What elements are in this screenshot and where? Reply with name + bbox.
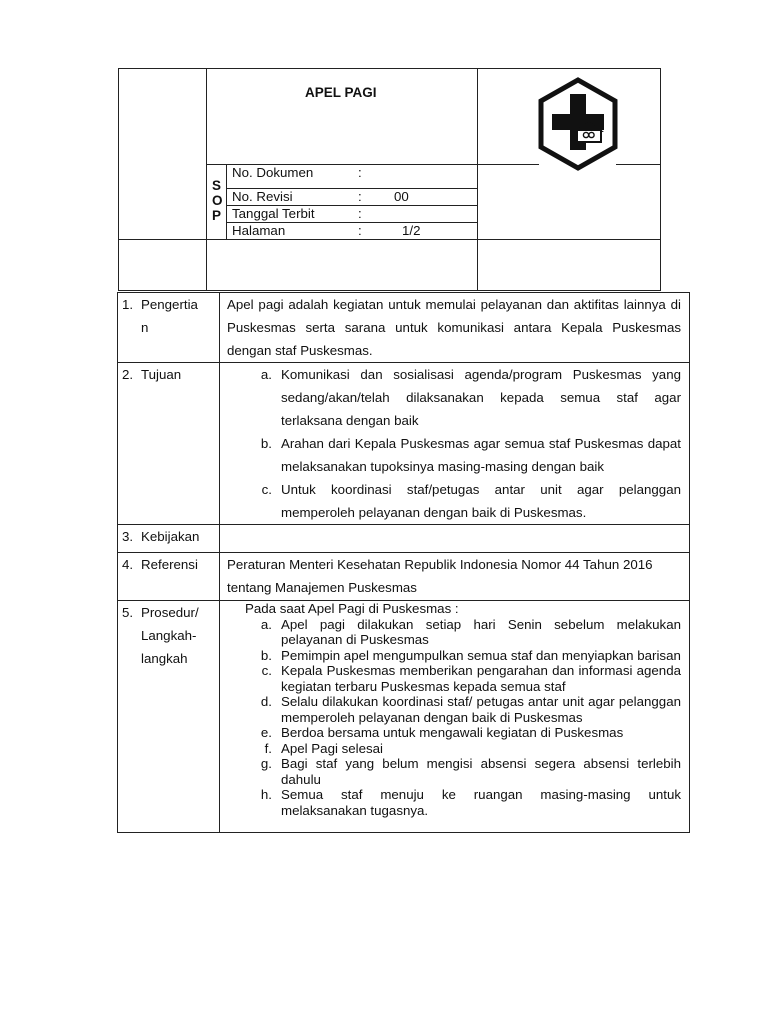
list-item <box>248 432 681 478</box>
list-marker: a. <box>260 367 272 382</box>
section-number: 2. <box>122 367 134 382</box>
list-marker: c. <box>261 482 272 497</box>
section-text <box>220 525 690 553</box>
section-label: Kebijakan <box>141 529 200 544</box>
list-text: Berdoa bersama untuk mengawali kegiatan di Puskesmas <box>281 725 624 740</box>
list-text: Apel Pagi selesai <box>281 740 384 756</box>
field-value: 1/2 <box>402 223 421 238</box>
list-text: Apel pagi dilakukan setiap hari Senin sebelum melakukan pelayanan di Puskesmas <box>281 616 681 647</box>
section-text: Peraturan Menteri Kesehatan Republik Indonesia Nomor 44 Tahun 2016 tentang Manajemen Puskesmas <box>220 553 690 601</box>
list-marker: e. <box>260 725 272 740</box>
section-label-cell <box>118 601 220 833</box>
list-text: Arahan dari Kepala Puskesmas agar semua staf Puskesmas dapat melaksanakan tupoksinya masing-masing dengan baik <box>281 436 681 474</box>
sop-header <box>118 68 661 291</box>
section-number: 1. <box>122 297 134 312</box>
section-label-cell <box>118 553 220 601</box>
list-item <box>248 648 681 664</box>
list-text: Komunikasi dan sosialisasi agenda/program Puskesmas yang sedang/akan/telah dilaksanakan kepada semua staf agar terlaksana dengan baik <box>281 367 681 428</box>
sop-content-table <box>117 292 690 833</box>
list-marker: a. <box>260 616 272 632</box>
list-marker: c. <box>261 663 272 678</box>
field-label: No. Revisi <box>232 189 293 204</box>
field-separator: : <box>358 223 362 238</box>
section-text: Apel pagi adalah kegiatan untuk memulai pelayanan dan aktifitas lainnya di Puskesmas serta sarana untuk komunikasi antara Kepala Puskesmas dengan staf Puskesmas. <box>220 293 690 363</box>
header-divider <box>206 69 207 291</box>
field-separator: : <box>358 165 362 180</box>
list-item <box>248 694 681 725</box>
list-text: Semua staf menuju ke ruangan masing-masing untuk melaksanakan tugasnya. <box>281 787 681 818</box>
header-divider <box>477 69 478 291</box>
section-number: 3. <box>122 529 134 544</box>
section-label-cell <box>118 293 220 363</box>
table-row <box>118 293 690 363</box>
field-separator: : <box>358 189 362 204</box>
table-row <box>118 601 690 833</box>
document-title: APEL PAGI <box>305 85 377 100</box>
header-divider <box>119 239 661 240</box>
section-number: 4. <box>122 557 134 572</box>
puskesmas-cross-logo-icon <box>537 77 619 171</box>
list-marker: f. <box>264 740 272 756</box>
sop-letter: S <box>212 178 222 193</box>
sop-letter: O <box>212 193 223 208</box>
objective-list <box>227 363 681 524</box>
field-separator: : <box>358 206 362 221</box>
procedure-intro: Pada saat Apel Pagi di Puskesmas : <box>245 601 459 616</box>
table-row <box>118 553 690 601</box>
field-label: Halaman <box>232 223 286 238</box>
list-marker: h. <box>260 787 272 802</box>
section-label: Prosedur/ Langkah-langkah <box>141 605 199 666</box>
list-item <box>248 725 681 741</box>
list-marker: d. <box>260 694 272 709</box>
section-label-cell <box>118 363 220 525</box>
list-marker: g. <box>260 756 272 771</box>
section-body <box>220 601 690 833</box>
section-label: Pengertian <box>141 297 198 335</box>
field-value: 00 <box>394 189 409 204</box>
list-item <box>248 787 681 818</box>
list-item <box>248 756 681 787</box>
field-label: No. Dokumen <box>232 165 314 180</box>
list-text: Bagi staf yang belum mengisi absensi segera absensi terlebih dahulu <box>281 756 681 787</box>
list-item <box>248 741 681 757</box>
table-row <box>118 525 690 553</box>
section-number: 5. <box>122 605 134 620</box>
list-item <box>248 363 681 432</box>
list-text: Pemimpin apel mengumpulkan semua staf dan menyiapkan barisan <box>281 647 681 663</box>
procedure-list <box>227 617 681 819</box>
sop-letter: P <box>212 208 222 223</box>
section-body <box>220 363 690 525</box>
list-text: Selalu dilakukan koordinasi staf/ petugas antar unit agar pelanggan memperoleh pelayanan dengan baik di Puskesmas <box>281 694 681 725</box>
field-label: Tanggal Terbit <box>232 206 315 221</box>
list-text: Untuk koordinasi staf/petugas antar unit agar pelanggan memperoleh pelayanan dengan baik di Puskesmas. <box>281 482 681 520</box>
section-label: Referensi <box>141 557 198 572</box>
list-item <box>248 663 681 694</box>
header-divider <box>616 164 661 165</box>
list-item <box>248 617 681 648</box>
table-row <box>118 363 690 525</box>
list-text: Kepala Puskesmas memberikan pengarahan dan informasi agenda kegiatan terbaru Puskesmas kepada semua staf <box>281 663 681 694</box>
list-marker: b. <box>260 647 272 663</box>
section-label: Tujuan <box>141 367 182 382</box>
header-divider <box>477 164 539 165</box>
section-label-cell <box>118 525 220 553</box>
sop-column-divider <box>226 164 227 240</box>
list-item <box>248 478 681 524</box>
list-marker: b. <box>260 436 272 451</box>
